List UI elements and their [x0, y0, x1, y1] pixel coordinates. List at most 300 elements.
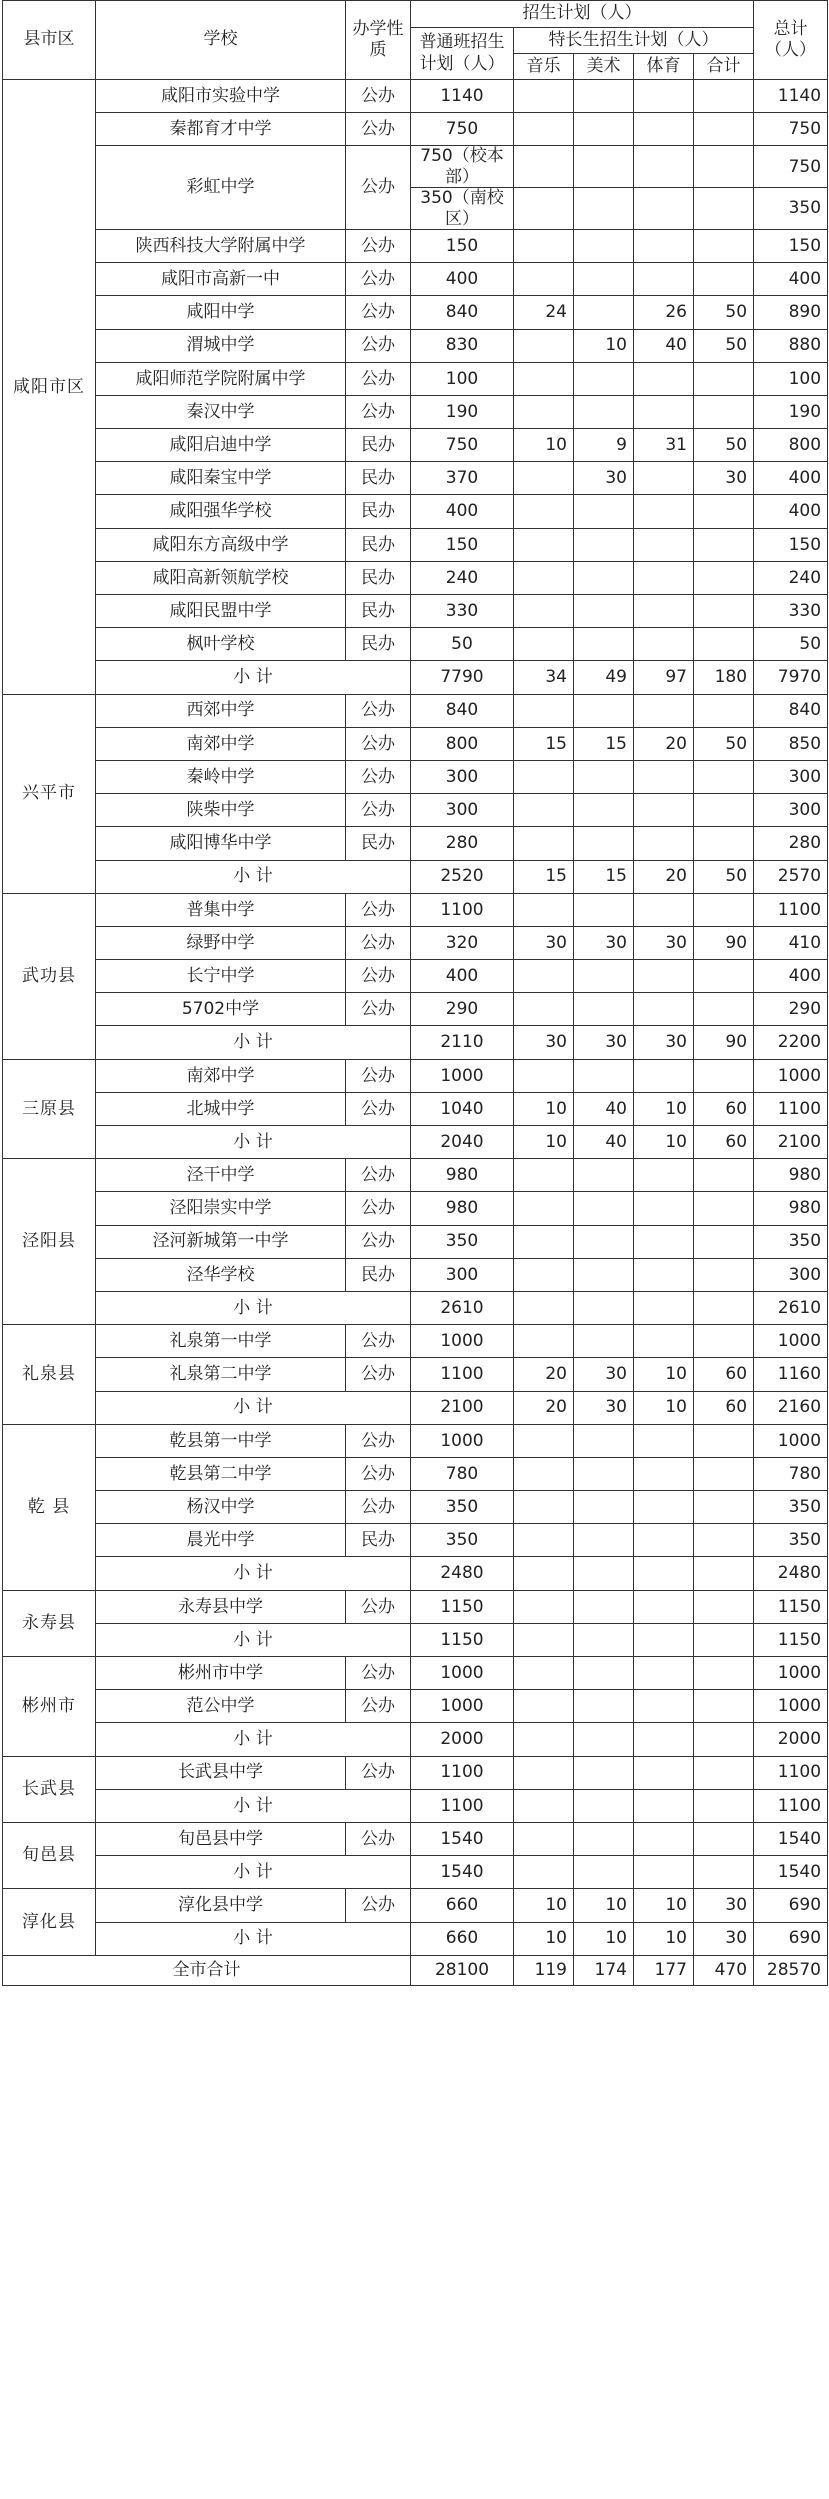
cell-art	[574, 1325, 634, 1358]
table-row	[3, 893, 828, 926]
subtotal-sports	[634, 1723, 694, 1756]
cell-sports	[634, 188, 694, 230]
cell-sum	[694, 1690, 754, 1723]
cell-sum	[694, 595, 754, 628]
school-name: 西郊中学	[96, 694, 346, 727]
school-name: 长武县中学	[96, 1756, 346, 1789]
cell-art: 15	[574, 727, 634, 760]
cell-sum: 30	[694, 1889, 754, 1922]
table-row	[3, 595, 828, 628]
cell-music	[514, 1457, 574, 1490]
cell-sports	[634, 80, 694, 113]
school-name: 永寿县中学	[96, 1590, 346, 1623]
cell-sports: 30	[634, 926, 694, 959]
school-name: 礼泉第一中学	[96, 1325, 346, 1358]
cell-regular: 1140	[411, 80, 514, 113]
cell-music	[514, 1225, 574, 1258]
cell-music: 10	[514, 429, 574, 462]
school-nature: 民办	[346, 561, 411, 594]
table-row	[3, 727, 828, 760]
cell-music	[514, 1192, 574, 1225]
subtotal-music: 10	[514, 1922, 574, 1955]
cell-total: 400	[754, 495, 828, 528]
cell-art	[574, 794, 634, 827]
school-name: 咸阳强华学校	[96, 495, 346, 528]
subtotal-sports: 20	[634, 860, 694, 893]
cell-total: 1000	[754, 1059, 828, 1092]
subtotal-sports	[634, 1856, 694, 1889]
school-name: 咸阳启迪中学	[96, 429, 346, 462]
cell-music	[514, 993, 574, 1026]
cell-total: 400	[754, 263, 828, 296]
school-name: 长宁中学	[96, 960, 346, 993]
cell-music	[514, 595, 574, 628]
table-row	[3, 760, 828, 793]
school-nature: 民办	[346, 827, 411, 860]
cell-sports	[634, 113, 694, 146]
school-name: 咸阳民盟中学	[96, 595, 346, 628]
cell-art: 10	[574, 1889, 634, 1922]
cell-music	[514, 528, 574, 561]
cell-regular: 800	[411, 727, 514, 760]
cell-sum	[694, 1424, 754, 1457]
school-name: 彬州市中学	[96, 1657, 346, 1690]
school-nature: 公办	[346, 1225, 411, 1258]
cell-sports: 31	[634, 429, 694, 462]
cell-music	[514, 395, 574, 428]
cell-music: 20	[514, 1358, 574, 1391]
cell-music	[514, 1159, 574, 1192]
subtotal-music	[514, 1789, 574, 1822]
school-name: 普集中学	[96, 893, 346, 926]
cell-total: 890	[754, 296, 828, 329]
cell-art	[574, 1690, 634, 1723]
subtotal-sum	[694, 1623, 754, 1656]
subtotal-total: 2160	[754, 1391, 828, 1424]
cell-regular: 750	[411, 113, 514, 146]
cell-sum: 60	[694, 1358, 754, 1391]
school-name: 咸阳秦宝中学	[96, 462, 346, 495]
cell-total: 1540	[754, 1822, 828, 1855]
region-name: 淳化县	[3, 1889, 96, 1955]
cell-regular: 750	[411, 429, 514, 462]
table-row	[3, 495, 828, 528]
subtotal-total: 7970	[754, 661, 828, 694]
subtotal-row	[3, 1557, 828, 1590]
cell-sports	[634, 794, 694, 827]
school-name: 礼泉第二中学	[96, 1358, 346, 1391]
cell-total: 240	[754, 561, 828, 594]
cell-sum	[694, 760, 754, 793]
table-row	[3, 1690, 828, 1723]
school-name: 南郊中学	[96, 727, 346, 760]
cell-regular: 1000	[411, 1424, 514, 1457]
cell-regular: 150	[411, 528, 514, 561]
cell-art	[574, 893, 634, 926]
school-name: 咸阳东方高级中学	[96, 528, 346, 561]
cell-art	[574, 362, 634, 395]
cell-music: 15	[514, 727, 574, 760]
subtotal-row	[3, 1789, 828, 1822]
subtotal-music	[514, 1623, 574, 1656]
school-nature: 民办	[346, 462, 411, 495]
cell-art	[574, 1524, 634, 1557]
cell-music	[514, 1690, 574, 1723]
subtotal-music	[514, 1723, 574, 1756]
cell-total: 100	[754, 362, 828, 395]
subtotal-label: 小 计	[96, 1291, 411, 1324]
enrollment-plan-table	[2, 0, 828, 1986]
cell-music	[514, 1424, 574, 1457]
cell-regular: 1000	[411, 1325, 514, 1358]
subtotal-total: 690	[754, 1922, 828, 1955]
school-nature: 公办	[346, 1325, 411, 1358]
cell-music: 10	[514, 1889, 574, 1922]
school-nature: 公办	[346, 727, 411, 760]
subtotal-sum: 180	[694, 661, 754, 694]
school-nature: 民办	[346, 1524, 411, 1557]
cell-sports	[634, 1059, 694, 1092]
cell-total: 150	[754, 528, 828, 561]
cell-total: 1160	[754, 1358, 828, 1391]
region-name: 咸阳市区	[3, 80, 96, 695]
cell-regular: 400	[411, 495, 514, 528]
cell-total: 1100	[754, 1092, 828, 1125]
cell-music	[514, 1325, 574, 1358]
table-row	[3, 80, 828, 113]
cell-regular: 1100	[411, 1756, 514, 1789]
cell-regular: 840	[411, 694, 514, 727]
subtotal-total: 2480	[754, 1557, 828, 1590]
cell-sports	[634, 1822, 694, 1855]
cell-sports	[634, 1457, 694, 1490]
cell-total: 350	[754, 1491, 828, 1524]
cell-sports	[634, 528, 694, 561]
cell-sports	[634, 760, 694, 793]
cell-total: 50	[754, 628, 828, 661]
subtotal-art: 15	[574, 860, 634, 893]
subtotal-sports	[634, 1557, 694, 1590]
subtotal-regular: 1150	[411, 1623, 514, 1656]
table-row	[3, 1225, 828, 1258]
cell-art	[574, 1590, 634, 1623]
cell-sum	[694, 188, 754, 230]
subtotal-art: 10	[574, 1922, 634, 1955]
cell-art	[574, 993, 634, 1026]
cell-total: 150	[754, 229, 828, 262]
subtotal-art	[574, 1623, 634, 1656]
subtotal-label: 小 计	[96, 661, 411, 694]
subtotal-regular: 1100	[411, 1789, 514, 1822]
subtotal-music: 20	[514, 1391, 574, 1424]
cell-sum	[694, 229, 754, 262]
cell-art	[574, 113, 634, 146]
header-plan: 招生计划（人）	[411, 1, 754, 28]
school-nature: 公办	[346, 1358, 411, 1391]
cell-art	[574, 229, 634, 262]
cell-regular: 1150	[411, 1590, 514, 1623]
school-nature: 公办	[346, 694, 411, 727]
cell-sports	[634, 993, 694, 1026]
cell-regular: 50	[411, 628, 514, 661]
cell-sum	[694, 528, 754, 561]
subtotal-row	[3, 1391, 828, 1424]
region-name: 乾 县	[3, 1424, 96, 1590]
cell-sum: 30	[694, 462, 754, 495]
table-row	[3, 628, 828, 661]
cell-regular: 280	[411, 827, 514, 860]
subtotal-music: 30	[514, 1026, 574, 1059]
subtotal-sum	[694, 1291, 754, 1324]
subtotal-art: 40	[574, 1126, 634, 1159]
subtotal-label: 小 计	[96, 1856, 411, 1889]
region-name: 永寿县	[3, 1590, 96, 1656]
school-name: 杨汉中学	[96, 1491, 346, 1524]
school-nature: 公办	[346, 794, 411, 827]
cell-sports	[634, 1524, 694, 1557]
cell-regular: 750（校本部）	[411, 146, 514, 188]
cell-music: 24	[514, 296, 574, 329]
subtotal-label: 小 计	[96, 1126, 411, 1159]
cell-total: 750	[754, 146, 828, 188]
cell-sports	[634, 1756, 694, 1789]
cell-art	[574, 395, 634, 428]
cell-sum	[694, 1457, 754, 1490]
cell-total: 750	[754, 113, 828, 146]
school-name: 绿野中学	[96, 926, 346, 959]
cell-music	[514, 229, 574, 262]
cell-sports	[634, 694, 694, 727]
subtotal-regular: 2610	[411, 1291, 514, 1324]
cell-sum	[694, 1524, 754, 1557]
subtotal-sports: 10	[634, 1922, 694, 1955]
cell-total: 840	[754, 694, 828, 727]
cell-regular: 400	[411, 960, 514, 993]
cell-music	[514, 1059, 574, 1092]
cell-art	[574, 1657, 634, 1690]
cell-sports	[634, 1690, 694, 1723]
subtotal-sports	[634, 1789, 694, 1822]
subtotal-music	[514, 1557, 574, 1590]
subtotal-total: 2200	[754, 1026, 828, 1059]
subtotal-regular: 660	[411, 1922, 514, 1955]
cell-music	[514, 362, 574, 395]
cell-music	[514, 794, 574, 827]
header-sum: 合计	[694, 54, 754, 80]
school-name: 泾阳崇实中学	[96, 1192, 346, 1225]
cell-total: 290	[754, 993, 828, 1026]
school-name: 陕柴中学	[96, 794, 346, 827]
cell-regular: 350	[411, 1524, 514, 1557]
cell-sum	[694, 1325, 754, 1358]
school-name: 范公中学	[96, 1690, 346, 1723]
cell-sports	[634, 1258, 694, 1291]
subtotal-sum: 50	[694, 860, 754, 893]
subtotal-row	[3, 1126, 828, 1159]
school-nature: 公办	[346, 893, 411, 926]
table-row	[3, 1059, 828, 1092]
cell-sports	[634, 595, 694, 628]
school-nature: 公办	[346, 960, 411, 993]
table-row	[3, 1325, 828, 1358]
school-nature: 公办	[346, 1657, 411, 1690]
subtotal-regular: 2520	[411, 860, 514, 893]
subtotal-sports: 10	[634, 1391, 694, 1424]
table-row	[3, 1159, 828, 1192]
school-name: 南郊中学	[96, 1059, 346, 1092]
city-total-music: 119	[514, 1955, 574, 1985]
school-nature: 公办	[346, 1889, 411, 1922]
cell-sports	[634, 462, 694, 495]
cell-regular: 1100	[411, 893, 514, 926]
table-row	[3, 462, 828, 495]
cell-total: 350	[754, 1524, 828, 1557]
cell-art: 10	[574, 329, 634, 362]
cell-art: 9	[574, 429, 634, 462]
cell-music	[514, 462, 574, 495]
cell-art: 30	[574, 926, 634, 959]
cell-art	[574, 80, 634, 113]
cell-total: 1100	[754, 893, 828, 926]
subtotal-sum	[694, 1856, 754, 1889]
table-row	[3, 993, 828, 1026]
school-name: 旬邑县中学	[96, 1822, 346, 1855]
school-nature: 公办	[346, 1424, 411, 1457]
subtotal-art	[574, 1723, 634, 1756]
header-sports: 体育	[634, 54, 694, 80]
subtotal-music: 34	[514, 661, 574, 694]
subtotal-art: 49	[574, 661, 634, 694]
cell-regular: 290	[411, 993, 514, 1026]
subtotal-label: 小 计	[96, 1391, 411, 1424]
cell-music	[514, 1822, 574, 1855]
cell-sports	[634, 495, 694, 528]
cell-sports	[634, 1192, 694, 1225]
cell-art	[574, 1756, 634, 1789]
cell-total: 350	[754, 188, 828, 230]
school-name: 咸阳市高新一中	[96, 263, 346, 296]
subtotal-music: 10	[514, 1126, 574, 1159]
subtotal-sum: 30	[694, 1922, 754, 1955]
header-music: 音乐	[514, 54, 574, 80]
header-school: 学校	[96, 1, 346, 80]
cell-sports	[634, 1325, 694, 1358]
cell-regular: 780	[411, 1457, 514, 1490]
cell-regular: 1040	[411, 1092, 514, 1125]
cell-sports	[634, 1657, 694, 1690]
table-row	[3, 329, 828, 362]
header-nature: 办学性质	[346, 1, 411, 80]
subtotal-row	[3, 1623, 828, 1656]
table-row	[3, 395, 828, 428]
subtotal-total: 2100	[754, 1126, 828, 1159]
school-nature: 公办	[346, 1192, 411, 1225]
cell-art	[574, 1059, 634, 1092]
school-nature: 公办	[346, 229, 411, 262]
subtotal-label: 小 计	[96, 860, 411, 893]
cell-regular: 1540	[411, 1822, 514, 1855]
cell-regular: 1000	[411, 1690, 514, 1723]
cell-music	[514, 329, 574, 362]
subtotal-regular: 2480	[411, 1557, 514, 1590]
cell-total: 1150	[754, 1590, 828, 1623]
cell-sum	[694, 146, 754, 188]
cell-sports	[634, 263, 694, 296]
subtotal-regular: 2100	[411, 1391, 514, 1424]
cell-regular: 980	[411, 1159, 514, 1192]
cell-regular: 400	[411, 263, 514, 296]
cell-music	[514, 1590, 574, 1623]
school-name: 乾县第二中学	[96, 1457, 346, 1490]
cell-art	[574, 1225, 634, 1258]
school-nature: 公办	[346, 1092, 411, 1125]
school-name: 秦岭中学	[96, 760, 346, 793]
table-row	[3, 1756, 828, 1789]
school-name: 泾华学校	[96, 1258, 346, 1291]
table-row	[3, 429, 828, 462]
school-nature: 公办	[346, 1159, 411, 1192]
subtotal-art: 30	[574, 1026, 634, 1059]
cell-regular: 300	[411, 1258, 514, 1291]
city-total-label: 全市合计	[3, 1955, 411, 1985]
cell-music	[514, 263, 574, 296]
table-row	[3, 794, 828, 827]
cell-sum	[694, 827, 754, 860]
school-nature: 公办	[346, 993, 411, 1026]
cell-sum: 50	[694, 727, 754, 760]
subtotal-sum: 90	[694, 1026, 754, 1059]
cell-total: 330	[754, 595, 828, 628]
cell-music	[514, 1756, 574, 1789]
cell-art	[574, 1457, 634, 1490]
city-total-total: 28570	[754, 1955, 828, 1985]
cell-total: 980	[754, 1159, 828, 1192]
cell-sum	[694, 1822, 754, 1855]
subtotal-sports: 30	[634, 1026, 694, 1059]
cell-music	[514, 188, 574, 230]
school-nature: 公办	[346, 1756, 411, 1789]
cell-sum	[694, 1258, 754, 1291]
cell-sports: 10	[634, 1092, 694, 1125]
region-name: 兴平市	[3, 694, 96, 893]
school-name: 彩虹中学	[96, 146, 346, 230]
cell-sum	[694, 794, 754, 827]
cell-regular: 1100	[411, 1358, 514, 1391]
subtotal-art: 30	[574, 1391, 634, 1424]
subtotal-music: 15	[514, 860, 574, 893]
cell-sports	[634, 395, 694, 428]
cell-regular: 330	[411, 595, 514, 628]
subtotal-sum	[694, 1557, 754, 1590]
school-name: 咸阳博华中学	[96, 827, 346, 860]
cell-art: 40	[574, 1092, 634, 1125]
table-row	[3, 1424, 828, 1457]
cell-art	[574, 1424, 634, 1457]
school-nature: 公办	[346, 1457, 411, 1490]
cell-music	[514, 694, 574, 727]
cell-sum	[694, 694, 754, 727]
cell-sum	[694, 893, 754, 926]
cell-total: 780	[754, 1457, 828, 1490]
cell-total: 1000	[754, 1325, 828, 1358]
cell-art	[574, 561, 634, 594]
cell-music	[514, 827, 574, 860]
table-row	[3, 1590, 828, 1623]
cell-art	[574, 1491, 634, 1524]
table-row	[3, 1192, 828, 1225]
cell-sports	[634, 1159, 694, 1192]
subtotal-label: 小 计	[96, 1789, 411, 1822]
